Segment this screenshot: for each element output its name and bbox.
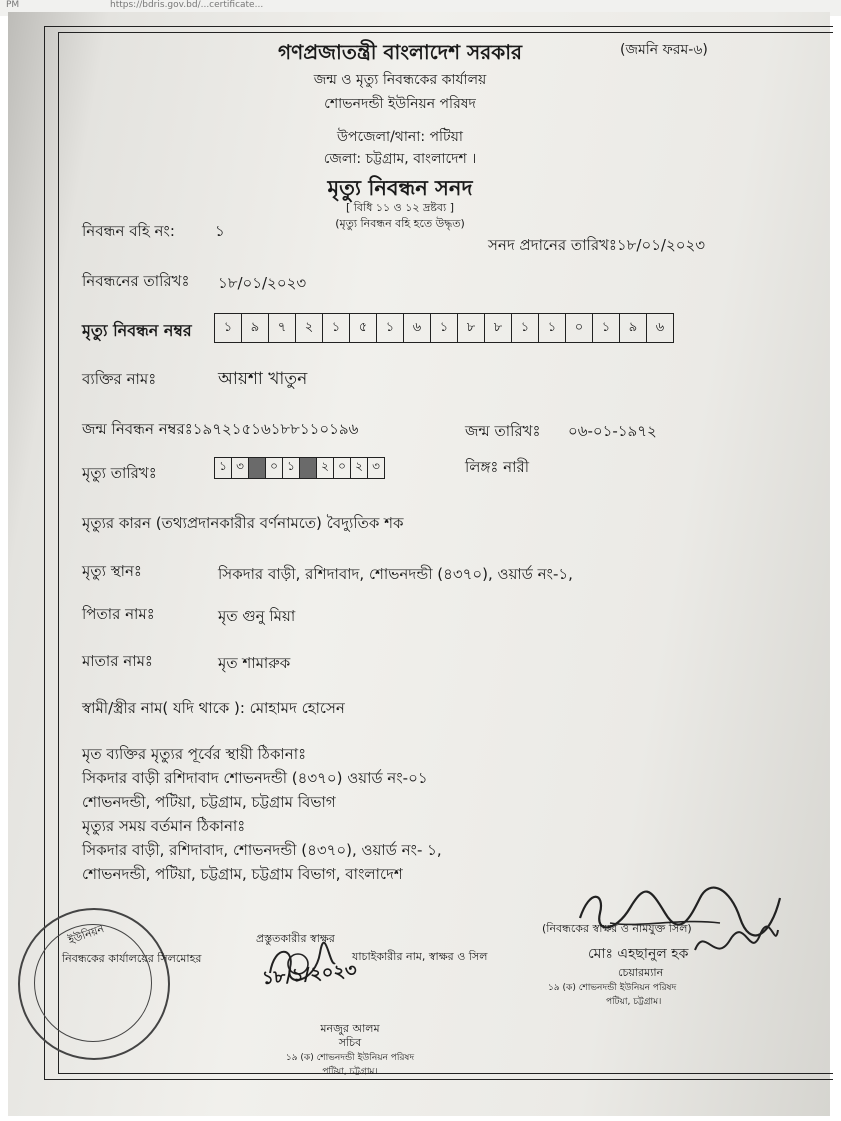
- form-number: (জমনি ফরম-৬): [620, 42, 708, 58]
- registrar-title: চেয়ারম্যান: [618, 966, 664, 979]
- district: জেলা: চট্টগ্রাম, বাংলাদেশ ।: [323, 151, 477, 167]
- death-reg-digit: ০: [566, 314, 593, 342]
- date-separator-cell: [249, 458, 266, 478]
- government-title: গণপ্রজাতন্ত্রী বাংলাদেশ সরকার: [278, 40, 522, 64]
- death-date-digit: ৩: [372, 459, 380, 473]
- death-date-digit: ০: [266, 458, 283, 478]
- mother-label: মাতার নামঃ: [82, 652, 153, 670]
- death-place-label: মৃত্যু স্থানঃ: [82, 562, 142, 580]
- death-reg-digit: ১: [323, 314, 350, 342]
- registrar-sign-label: (নিবন্ধকের স্বাক্ষর ও নামযুক্ত সিল): [542, 922, 692, 935]
- death-date-digit: ৩: [232, 458, 249, 478]
- reg-date-label: নিবন্ধনের তারিখঃ: [82, 272, 190, 290]
- rule-reference: [ বিধি ১১ ও ১২ দ্রষ্টব্য ]: [345, 201, 455, 214]
- birth-date-label: জন্ম তারিখঃ: [465, 422, 541, 440]
- death-date-digit: ১: [283, 458, 300, 478]
- death-reg-digit: ৮: [458, 314, 485, 342]
- death-place-value: সিকদার বাড়ী, রশিদাবাদ, শোভনদন্ডী (৪৩৭০), ওয়ার্ড নং-১,: [218, 565, 573, 583]
- office-seal: [18, 908, 170, 1060]
- secretary-name: মনজুর আলম: [320, 1022, 380, 1035]
- death-date-digit: ০: [334, 458, 351, 478]
- death-reg-digit: ৬: [655, 319, 665, 335]
- seal-label: নিবন্ধকের কার্যালয়ের সিলমোহর: [62, 952, 202, 965]
- certificate-title: মৃত্যু নিবন্ধন সনদ: [327, 176, 473, 200]
- registrar-union: ১৯ (ক) শোভনদন্ডী ইউনিয়ন পরিষদ: [548, 983, 677, 993]
- birth-reg-number: জন্ম নিবন্ধন নম্বরঃ১৯৭২১৫১৬১৮৮১১০১৯৬: [82, 420, 359, 438]
- registrar-name: মোঃ এহছানুল হক: [588, 946, 689, 962]
- father-value: মৃত গুনু মিয়া: [218, 607, 296, 625]
- death-date-digit: ১: [215, 458, 232, 478]
- book-no-label: নিবন্ধন বহি নং:: [82, 222, 175, 240]
- upazila: উপজেলা/থানা: পটিয়া: [337, 129, 463, 145]
- present-address-line1: সিকদার বাড়ী, রশিদাবাদ, শোভনদন্ডী (৪৩৭০), ওয়ার্ড নং- ১,: [82, 841, 442, 859]
- prepared-by-label: প্রস্তুতকারীর স্বাক্ষর: [256, 932, 335, 945]
- death-reg-digit: ১: [377, 314, 404, 342]
- death-reg-digit: ২: [296, 314, 323, 342]
- father-label: পিতার নামঃ: [82, 605, 155, 623]
- browser-time: PM: [6, 0, 20, 10]
- secretary-place: পটিয়া, চট্টগ্রাম।: [322, 1067, 378, 1077]
- death-date-boxes: [214, 457, 385, 479]
- registrar-initial-signature: [690, 920, 780, 970]
- present-address-line2: শোভনদন্ডী, পটিয়া, চট্টগ্রাম, চট্টগ্রাম বিভাগ, বাংলাদেশ: [82, 865, 403, 883]
- handwritten-date: ১৮/১/২০২৩: [261, 959, 358, 990]
- book-no-value: ১: [215, 222, 225, 240]
- death-reg-digit: ৬: [404, 314, 431, 342]
- death-reg-digit: ১: [593, 314, 620, 342]
- date-separator-cell: [300, 458, 317, 478]
- death-cause: মৃত্যুর কারন (তথ্যপ্রদানকারীর বর্ণনামতে) বৈদ্যুতিক শক: [82, 514, 404, 532]
- extract-note: (মৃত্যু নিবন্ধন বহি হতে উদ্ধৃত): [335, 217, 465, 230]
- death-reg-digit: ১: [512, 314, 539, 342]
- permanent-address-label: মৃত ব্যক্তির মৃত্যুর পূর্বের স্থায়ী ঠিকানাঃ: [82, 745, 307, 763]
- union-name: শোভনদন্ডী ইউনিয়ন পরিষদ: [324, 96, 476, 112]
- office-name: জন্ম ও মৃত্যু নিবন্ধকের কার্যালয়: [313, 72, 487, 88]
- spouse: স্বামী/স্ত্রীর নাম( যদি থাকে ): মোহামদ হোসেন: [82, 699, 345, 717]
- death-reg-digit: ৯: [242, 314, 269, 342]
- secretary-title: সচিব: [338, 1036, 362, 1049]
- present-address-label: মৃত্যুর সময় বর্তমান ঠিকানাঃ: [82, 817, 246, 835]
- death-reg-digit: ১: [431, 314, 458, 342]
- death-date-digit: ২: [317, 458, 334, 478]
- death-reg-digit: ৫: [350, 314, 377, 342]
- death-date-label: মৃত্যু তারিখঃ: [82, 464, 157, 482]
- mother-value: মৃত শামারুক: [218, 654, 291, 672]
- death-date-digit: ২: [351, 458, 368, 478]
- verifier-label: যাচাইকারীর নাম, স্বাক্ষর ও সিল: [352, 950, 488, 963]
- death-reg-digit: ৯: [620, 314, 647, 342]
- death-reg-label: মৃত্যু নিবন্ধন নম্বর: [82, 321, 192, 340]
- gender: লিঙ্গঃ নারী: [465, 458, 530, 476]
- name-value: আয়শা খাতুন: [218, 369, 308, 389]
- death-reg-digit: ১: [215, 314, 242, 342]
- death-reg-number-boxes: [214, 313, 674, 343]
- permanent-address-line1: সিকদার বাড়ী রশিদাবাদ শোভনদন্ডী (৪৩৭০) ওয়ার্ড নং-০১: [82, 769, 428, 787]
- name-label: ব্যক্তির নামঃ: [82, 370, 157, 388]
- registrar-place: পটিয়া, চট্টগ্রাম।: [606, 997, 662, 1007]
- secretary-union: ১৯ (ক) শোভনদন্ডী ইউনিয়ন পরিষদ: [285, 1053, 415, 1063]
- reg-date-value: ১৮/০১/২০২৩: [218, 274, 307, 292]
- seal-text: ইউনিয়ন: [66, 922, 106, 948]
- browser-url: https://bdris.gov.bd/...certificate...: [110, 0, 264, 10]
- death-reg-digit: ১: [539, 314, 566, 342]
- birth-date-value: ০৬-০১-১৯৭২: [568, 422, 657, 440]
- death-reg-digit: ৭: [269, 314, 296, 342]
- issue-date: সনদ প্রদানের তারিখঃ১৮/০১/২০২৩: [488, 236, 706, 254]
- death-reg-digit: ৮: [485, 314, 512, 342]
- permanent-address-line2: শোভনদন্ডী, পটিয়া, চট্টগ্রাম, চট্টগ্রাম বিভাগ: [82, 793, 336, 811]
